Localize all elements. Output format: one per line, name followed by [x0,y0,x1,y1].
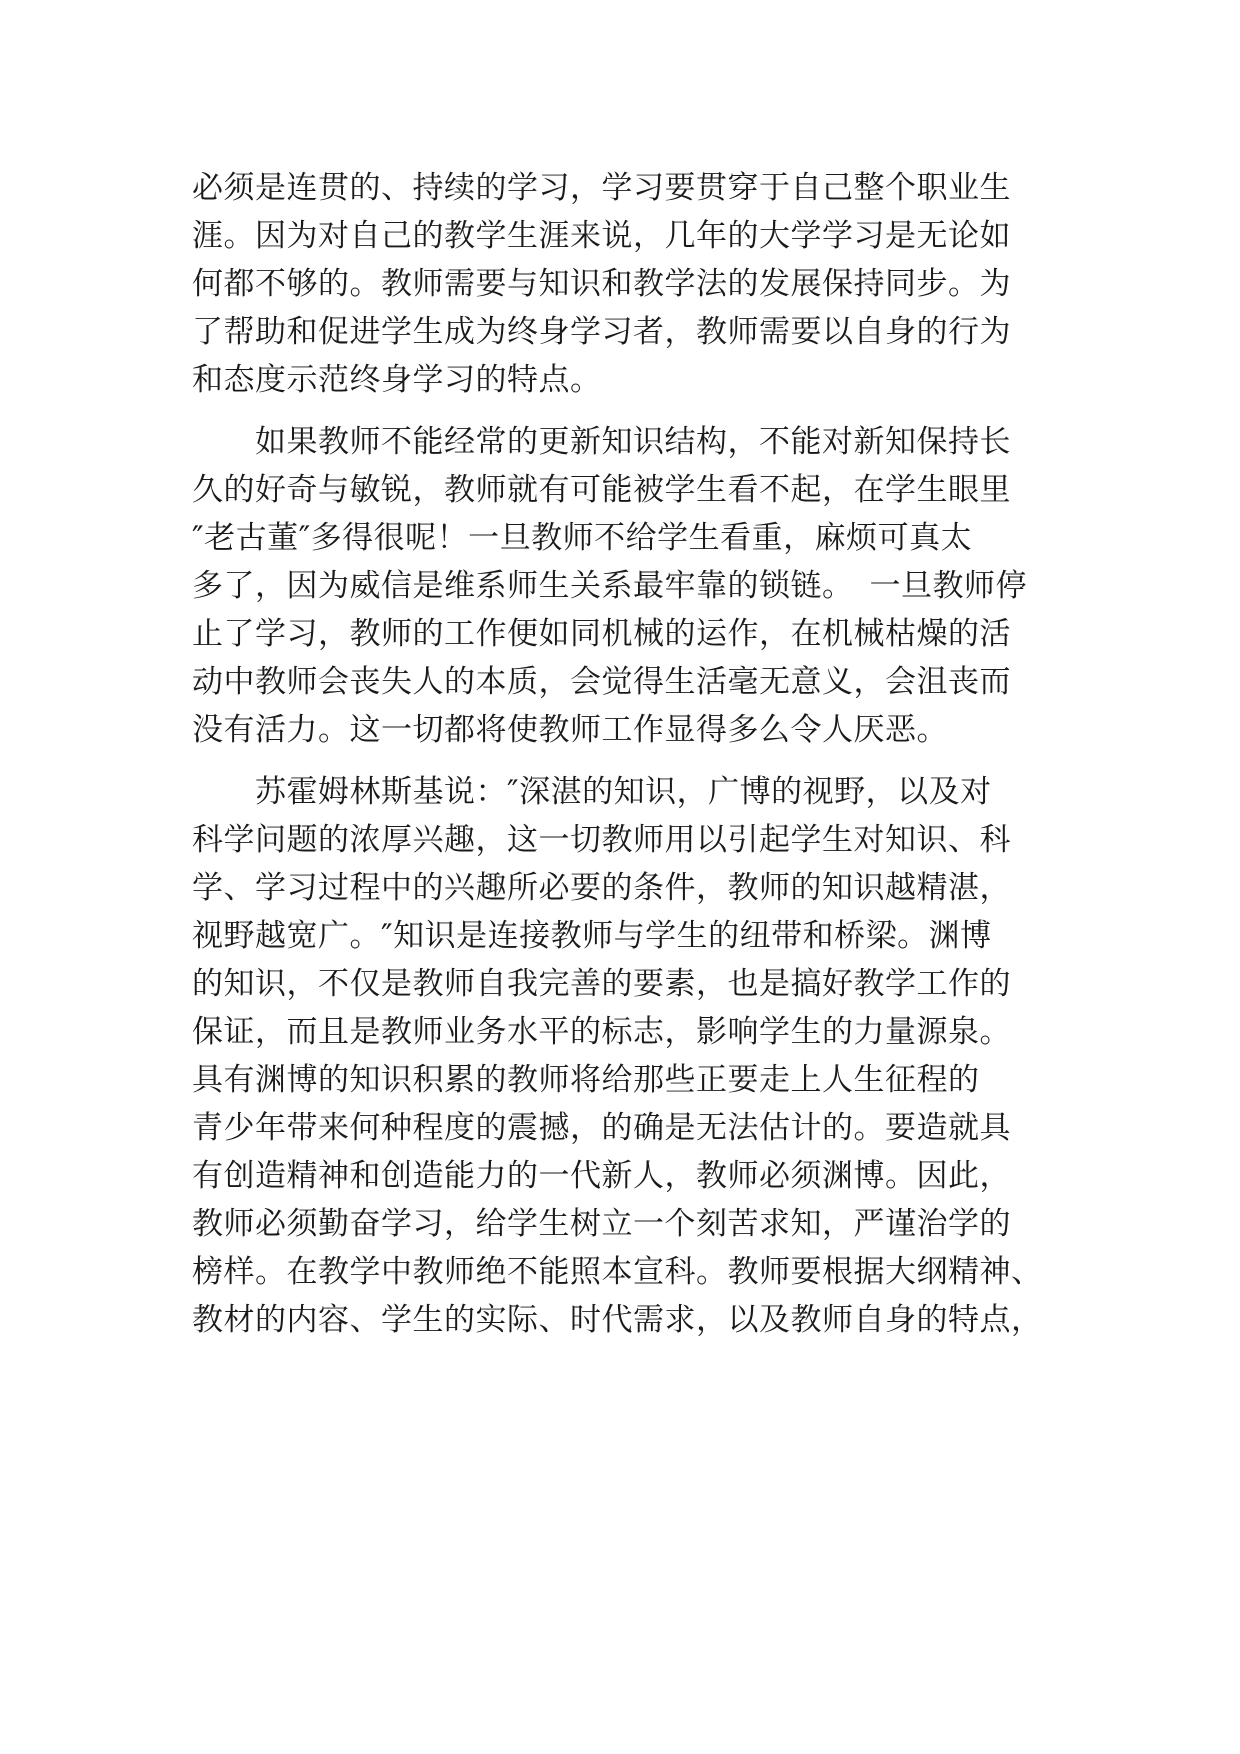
paragraph-3 [192,768,1072,1344]
paragraph-1 [192,164,1072,404]
text-line: 了帮助和促进学生成为终身学习者，教师需要以自身的行为 [192,314,1011,350]
text-line: 科学问题的浓厚兴趣，这一切教师用以引起学生对知识、科 [192,822,1011,858]
text-line: 具有渊博的知识积累的教师将给那些正要走上人生征程的 [192,1062,980,1098]
text-line: 没有活力。这一切都将使教师工作显得多么令人厌恶。 [192,712,948,748]
text-line: 如果教师不能经常的更新知识结构，不能对新知保持长 [192,424,1011,460]
text-line: 动中教师会丧失人的本质，会觉得生活毫无意义，会沮丧而 [192,664,1011,700]
text-line: ″老古董″多得很呢！一旦教师不给学生看重，麻烦可真太 [192,520,973,556]
text-line: 苏霍姆林斯基说：″深湛的知识，广博的视野，以及对 [192,774,992,810]
text-line: 青少年带来何种程度的震撼，的确是无法估计的。要造就具 [192,1110,1011,1146]
paragraph-2 [192,418,1072,754]
text-line: 何都不够的。教师需要与知识和教学法的发展保持同步。为 [192,266,1011,302]
text-line: 和态度示范终身学习的特点。 [192,362,602,398]
text-line: 教材的内容、学生的实际、时代需求，以及教师自身的特点， [192,1302,1043,1338]
document-body [192,164,1072,1344]
text-line: 的知识，不仅是教师自我完善的要素，也是搞好教学工作的 [192,966,1011,1002]
text-line: 榜样。在教学中教师绝不能照本宣科。教师要根据大纲精神、 [192,1254,1043,1290]
text-line: 保证，而且是教师业务水平的标志，影响学生的力量源泉。 [192,1014,1011,1050]
text-line: 教师必须勤奋学习，给学生树立一个刻苦求知，严谨治学的 [192,1206,1011,1242]
text-line: 止了学习，教师的工作便如同机械的运作，在机械枯燥的活 [192,616,1011,652]
text-line: 久的好奇与敏锐，教师就有可能被学生看不起，在学生眼里 [192,472,1011,508]
text-line: 学、学习过程中的兴趣所必要的条件，教师的知识越精湛， [192,870,1011,906]
text-line: 视野越宽广。″知识是连接教师与学生的纽带和桥梁。渊博 [192,918,992,954]
text-line: 多了，因为威信是维系师生关系最牢靠的锁链。 一旦教师停 [192,568,1027,604]
text-line: 必须是连贯的、持续的学习，学习要贯穿于自己整个职业生 [192,170,1011,206]
text-line: 有创造精神和创造能力的一代新人，教师必须渊博。因此， [192,1158,1011,1194]
text-line: 涯。因为对自己的教学生涯来说，几年的大学学习是无论如 [192,218,1011,254]
